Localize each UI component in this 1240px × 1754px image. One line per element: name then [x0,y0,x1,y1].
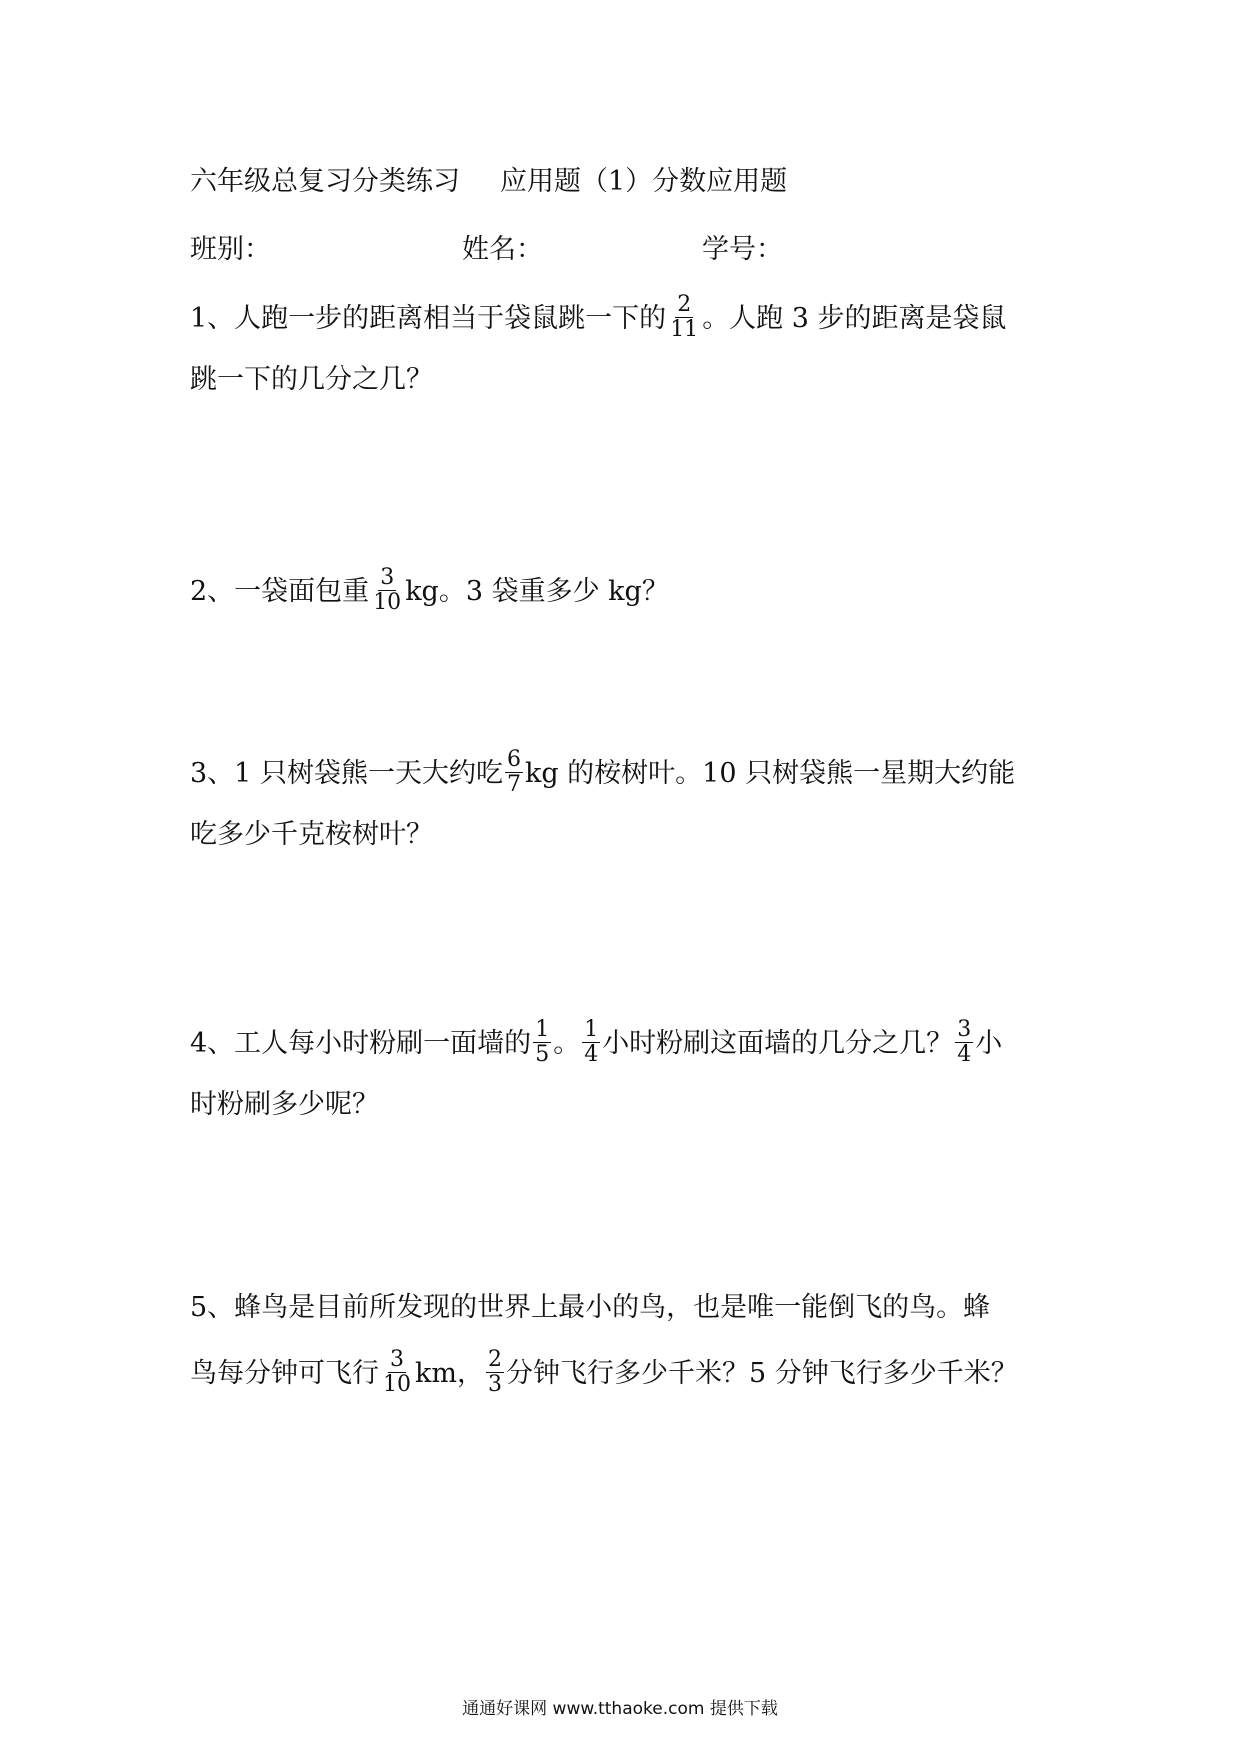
fraction: $\frac{1}{4}$ [584,1017,599,1067]
question-1-line-1: 1、人跑一步的距离相当于袋鼠跳一下的 $\frac{2}{11}$ 。人跑 3 步的距离是袋鼠 [190,292,1007,342]
question-1-line-2: 跳一下的几分之几？ [190,364,433,395]
class-label: 班别： [190,234,271,265]
question-4-line-2: 时粉刷多少呢？ [190,1089,379,1120]
page-title [190,162,787,202]
fraction: $\frac{6}{7}$ [506,747,521,797]
fraction: $\frac{3}{10}$ [383,1347,411,1397]
fraction: $\frac{2}{3}$ [487,1347,502,1397]
fraction: $\frac{3}{4}$ [957,1017,972,1067]
question-5-line-2: 鸟每分钟可飞行 $\frac{3}{10}$ km， $\frac{2}{3}$ 分钟飞行多少千米？5 分钟飞行多少千米？ [190,1347,1018,1397]
question-3-line-1: 3、1 只树袋熊一天大约吃 $\frac{6}{7}$ kg 的桉树叶。10 只树袋熊一星期大约能 [190,747,1016,797]
question-2: 2、一袋面包重 $\frac{3}{10}$ kg。3 袋重多少 kg？ [190,565,669,615]
title-left: 六年级总复习分类练习 [190,166,460,197]
name-label: 姓名： [462,234,543,265]
question-4-line-1: 4、工人每小时粉刷一面墙的 $\frac{1}{5}$ 。 $\frac{1}{4}$ 小时粉刷这面墙的几分之几？ $\frac{3}{4}$ 小 [190,1017,1003,1067]
student-id-label: 学号： [702,234,783,265]
footer-credit: 通通好课网 www.tthaoke.com 提供下载 [462,1699,778,1719]
fraction: $\frac{1}{5}$ [535,1017,550,1067]
title-right: 应用题（1）分数应用题 [500,166,788,197]
fraction: $\frac{3}{10}$ [373,565,402,615]
question-3-line-2: 吃多少千克桉树叶？ [190,819,433,850]
question-5-line-1: 5、蜂鸟是目前所发现的世界上最小的鸟，也是唯一能倒飞的鸟。蜂 [190,1292,991,1323]
fraction: $\frac{2}{11}$ [670,292,699,342]
